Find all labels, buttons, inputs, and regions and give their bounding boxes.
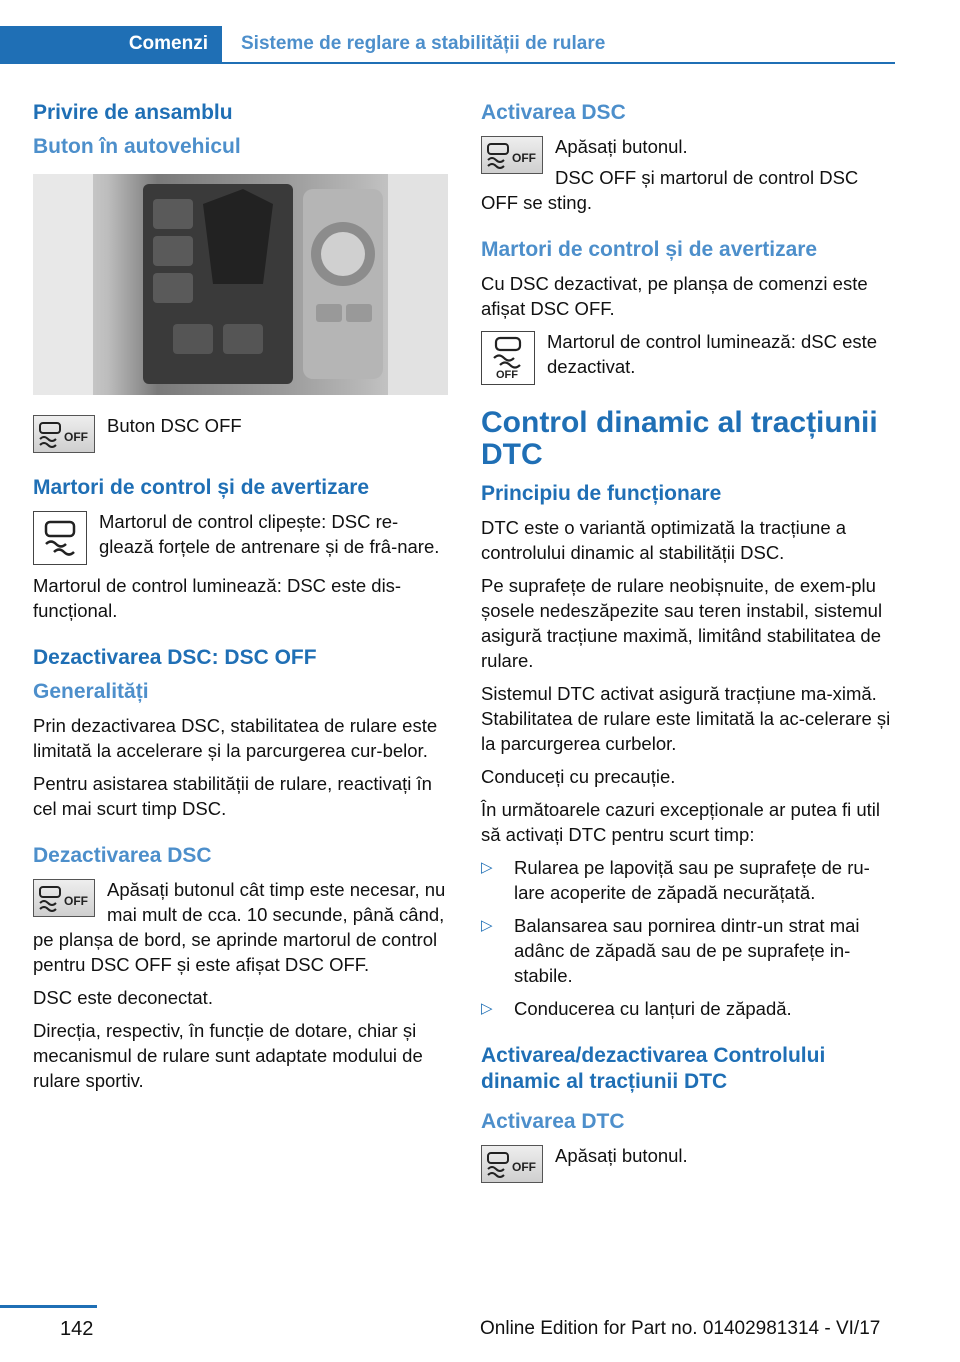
activate-dtc-step: Apăsați butonul. bbox=[555, 1145, 688, 1166]
activate-dtc-row bbox=[481, 1143, 896, 1183]
list-item: ▷ Rularea pe lapoviță sau pe suprafețe de ru-lare acoperite de zăpadă necurățată. bbox=[481, 857, 870, 903]
heading-dtc: Control dinamic al tracțiunii DTC bbox=[481, 406, 878, 471]
svg-text:OFF: OFF bbox=[512, 151, 536, 165]
dtc-text-3: Sistemul DTC activat asigură tracțiune ma-ximă. Stabilitatea de rulare este limitată la ac-celerare și la parcurgerea curbelor. bbox=[481, 683, 891, 754]
dsc-off-indicator-icon bbox=[481, 331, 535, 385]
heading-button-in-vehicle: Buton în autovehicul bbox=[33, 135, 241, 158]
svg-text:OFF: OFF bbox=[64, 430, 88, 444]
section-title: Sisteme de reglare a stabilității de rulare bbox=[241, 33, 606, 54]
dsc-off-icon bbox=[33, 415, 95, 453]
photo-caption: Buton DSC OFF bbox=[107, 415, 242, 436]
activate-dsc-row bbox=[481, 134, 896, 215]
dsc-off-button-caption bbox=[33, 413, 448, 453]
heading-overview: Privire de ansamblu bbox=[33, 101, 233, 124]
page-number: 142 bbox=[60, 1318, 94, 1340]
dsc-off-icon bbox=[33, 879, 95, 917]
heading-deactivate-dsc: Dezactivarea DSC bbox=[33, 844, 212, 867]
bullet-triangle-icon: ▷ bbox=[481, 917, 493, 934]
footer-rule bbox=[0, 1305, 97, 1308]
indicator-lit-text: Martorul de control luminează: DSC este dis-funcțional. bbox=[33, 575, 402, 621]
heading-dtc-toggle: Activarea/dezactivarea Controlului dinamic al tracțiunii DTC bbox=[481, 1044, 826, 1093]
deactivate-dsc-row bbox=[33, 877, 448, 977]
chapter-tab: Comenzi bbox=[0, 26, 222, 62]
dsc-off-displayed-text: Cu DSC dezactivat, pe planșa de comenzi este afișat DSC OFF. bbox=[481, 273, 868, 319]
dsc-off-indicator-text: Martorul de control luminează: dSC este dezactivat. bbox=[547, 331, 878, 377]
dsc-warning-indicator-row bbox=[33, 509, 448, 565]
dsc-off-icon bbox=[481, 1145, 543, 1183]
heading-activate-dsc: Activarea DSC bbox=[481, 101, 626, 124]
list-item: ▷ Conducerea cu lanțuri de zăpadă. bbox=[481, 998, 792, 1019]
general-text-2: Pentru asistarea stabilității de rulare, reactivați în cel mai scurt timp DSC. bbox=[33, 773, 432, 819]
bullet-triangle-icon: ▷ bbox=[481, 859, 493, 876]
heading-indicators: Martori de control și de avertizare bbox=[33, 476, 370, 499]
steering-adapted-text: Direcția, respectiv, în funcție de dotare, chiar și mecanismul de rulare sunt adaptate modului de rulare sportiv. bbox=[33, 1020, 423, 1091]
dtc-cases-list bbox=[481, 855, 896, 1021]
svg-text:OFF: OFF bbox=[496, 369, 518, 380]
list-item: ▷ Balansarea sau pornirea dintr-un strat mai adânc de zăpadă sau de pe suprafețe in-stabile. bbox=[481, 915, 860, 986]
svg-text:OFF: OFF bbox=[64, 894, 88, 908]
left-column bbox=[33, 100, 448, 1101]
dsc-off-icon bbox=[481, 136, 543, 174]
deactivate-dsc-text: Apăsați butonul cât timp este necesar, nu mai mult de cca. 10 secunde, până când, pe planșa de bord, se aprinde martorul de control pentru DSC OFF și este afișat DSC OFF. bbox=[33, 879, 446, 975]
indicator-flashing-text: Martorul de control clipește: DSC re-glează forțele de antrenare și de frâ-nare. bbox=[99, 511, 440, 557]
general-text-1: Prin dezactivarea DSC, stabilitatea de rulare este limitată la accelerare și la parcurgerea cur-belor. bbox=[33, 715, 438, 761]
heading-activate-dtc: Activarea DTC bbox=[481, 1110, 625, 1133]
dtc-text-1: DTC este o variantă optimizată la tracțiune a controlului dinamic al stabilității DSC. bbox=[481, 517, 847, 563]
console-photo bbox=[33, 174, 448, 395]
bullet-triangle-icon: ▷ bbox=[481, 1000, 493, 1017]
right-column bbox=[481, 100, 896, 1191]
dtc-text-2: Pe suprafețe de rulare neobișnuite, de exem-plu șosele nedeszăpezite sau teren instabil, sistemul asigură tracțiune maximă, limitând stabilitatea de rulare. bbox=[481, 575, 883, 671]
edition-note: Online Edition for Part no. 01402981314 - VI/17 bbox=[480, 1318, 881, 1339]
dsc-indicator-icon bbox=[33, 511, 87, 565]
dsc-disconnected-text: DSC este deconectat. bbox=[33, 987, 213, 1008]
dtc-text-4: Conduceți cu precauție. bbox=[481, 766, 676, 787]
chapter-header bbox=[0, 26, 895, 64]
activate-dsc-result: DSC OFF și martorul de control DSC OFF se sting. bbox=[481, 167, 859, 213]
activate-dsc-step: Apăsați butonul. bbox=[555, 136, 688, 157]
heading-general: Generalități bbox=[33, 680, 149, 703]
svg-text:OFF: OFF bbox=[512, 1160, 536, 1174]
heading-principle: Principiu de funcționare bbox=[481, 482, 722, 505]
heading-indicators-right: Martori de control și de avertizare bbox=[481, 238, 818, 261]
dsc-off-indicator-row bbox=[481, 329, 896, 385]
dtc-text-5: În următoarele cazuri excepționale ar putea fi util să activați DTC pentru scurt timp: bbox=[481, 799, 880, 845]
heading-deactivate-dsc-off: Dezactivarea DSC: DSC OFF bbox=[33, 646, 317, 669]
